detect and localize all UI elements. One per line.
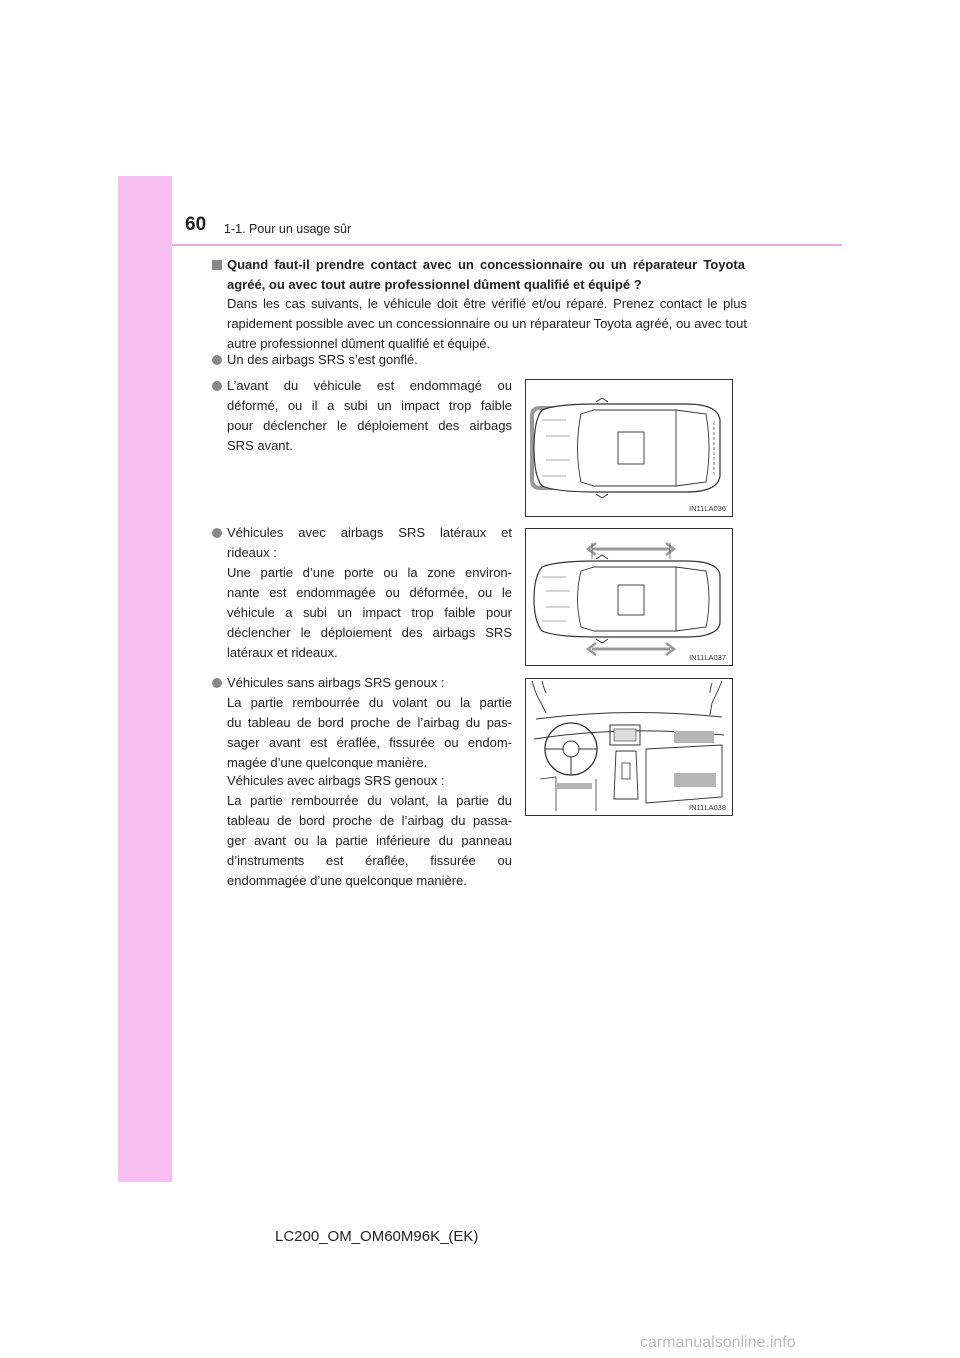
knee-airbag-subparagraph bbox=[212, 771, 512, 891]
car-top-view-side-icon bbox=[526, 529, 732, 665]
intro-paragraph: Dans les cas suivants, le véhicule doit être vérifié et/ou réparé. Prenez contact le plus rapidement possible avec un concessionnaire ou un réparateur Toyota agréé, ou avec tout autre professionnel dûment qualifié et équipé. bbox=[227, 296, 747, 351]
circle-bullet-icon bbox=[212, 528, 222, 538]
watermark: carmanualsonline.info bbox=[640, 1334, 796, 1351]
bullet-line: pour déclencher le déploiement des airbags bbox=[227, 418, 512, 433]
figure-dashboard bbox=[525, 678, 733, 816]
circle-bullet-icon bbox=[212, 381, 222, 391]
bullet-line: d’instruments est éraflée, fissurée ou bbox=[227, 853, 512, 868]
bullet-line: sager avant est éraflée, fissurée ou endom- bbox=[227, 735, 512, 750]
document-code: LC200_OM_OM60M96K_(EK) bbox=[275, 1228, 479, 1245]
bullet-line: rideaux : bbox=[227, 545, 277, 560]
bullet-line: L’avant du véhicule est endommagé ou bbox=[227, 378, 512, 393]
header-rule bbox=[172, 244, 842, 246]
figure-side-impact bbox=[525, 528, 733, 666]
figure-code: IN11LA036 bbox=[689, 504, 726, 513]
figure-front-impact bbox=[525, 379, 733, 517]
bullet-line: Véhicules sans airbags SRS genoux : bbox=[227, 675, 445, 690]
bullet-airbag-inflated bbox=[212, 350, 512, 370]
circle-bullet-icon bbox=[212, 678, 222, 688]
bullet-line: déclencher le déploiement des airbags SRS bbox=[227, 625, 512, 640]
bullet-line: Véhicules avec airbags SRS genoux : bbox=[227, 773, 445, 788]
question-heading bbox=[212, 255, 745, 295]
bullet-side-damage bbox=[212, 523, 512, 663]
square-bullet-icon bbox=[212, 260, 222, 270]
bullet-line: La partie rembourrée du volant, la partie du bbox=[227, 793, 512, 808]
heading-text: Quand faut-il prendre contact avec un concessionnaire ou un réparateur Toyota agréé, ou avec tout autre professionnel dûment qualifié et équipé ? bbox=[227, 257, 745, 292]
chapter-sidebar-tab bbox=[118, 176, 172, 1182]
car-top-view-front-icon bbox=[526, 380, 732, 516]
section-title: 1-1. Pour un usage sûr bbox=[224, 222, 352, 236]
bullet-line: Véhicules avec airbags SRS latéraux et bbox=[227, 525, 512, 540]
bullet-knee-airbags bbox=[212, 673, 512, 773]
bullet-line: du tableau de bord proche de l’airbag du pas- bbox=[227, 715, 512, 730]
bullet-line: véhicule a subi un impact trop faible pour bbox=[227, 605, 512, 620]
bullet-line: déformé, ou il a subi un impact trop faible bbox=[227, 398, 512, 413]
figure-code: IN11LA038 bbox=[689, 803, 726, 812]
bullet-line: nante est endommagée ou déformée, ou le bbox=[227, 585, 512, 600]
dashboard-interior-icon bbox=[526, 679, 732, 815]
bullet-front-damage bbox=[212, 376, 512, 456]
circle-bullet-icon bbox=[212, 355, 222, 365]
figure-code: IN11LA037 bbox=[689, 653, 726, 662]
bullet-line: latéraux et rideaux. bbox=[227, 645, 338, 660]
bullet-line: magée d’une quelconque manière. bbox=[227, 755, 428, 770]
bullet-line: La partie rembourrée du volant ou la partie bbox=[227, 695, 512, 710]
bullet-line: tableau de bord proche de l’airbag du passa- bbox=[227, 813, 512, 828]
bullet-line: endommagée d’une quelconque manière. bbox=[227, 873, 467, 888]
page-number: 60 bbox=[185, 214, 207, 235]
bullet-line: Une partie d’une porte ou la zone environ- bbox=[227, 565, 512, 580]
bullet-text: Un des airbags SRS s’est gonflé. bbox=[227, 352, 418, 367]
bullet-line: ger avant ou la partie inférieure du panneau bbox=[227, 833, 512, 848]
bullet-line: SRS avant. bbox=[227, 438, 293, 453]
